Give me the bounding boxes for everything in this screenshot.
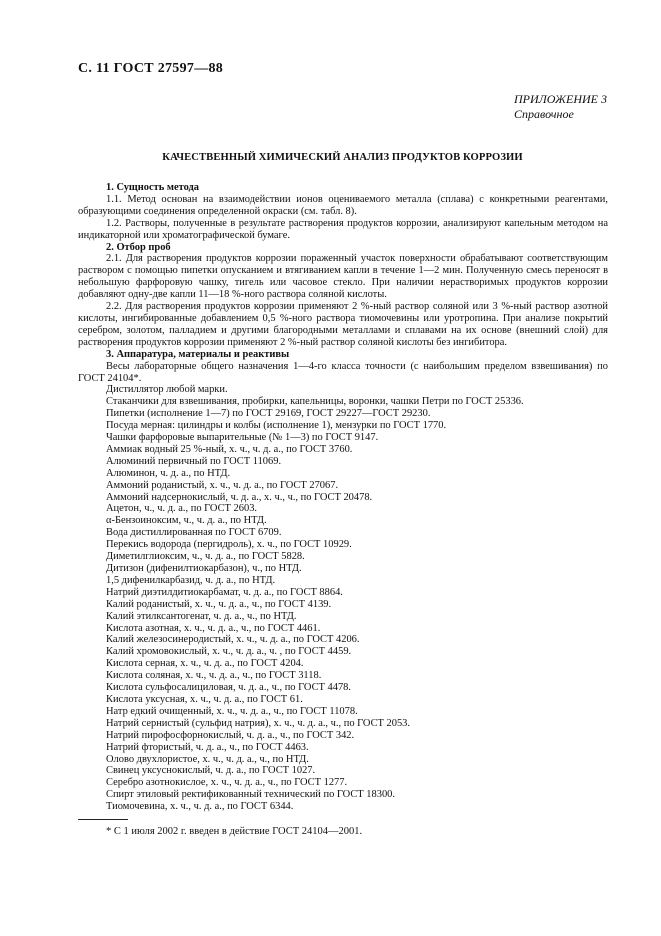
document-body [78,182,608,813]
materials-list-item: Ацетон, ч., ч. д. а., по ГОСТ 2603. [106,503,258,515]
materials-list-item: Тиомочевина, х. ч., ч. д. а., по ГОСТ 6344. [106,801,294,813]
appendix-label [514,92,607,122]
materials-list-item: Спирт этиловый ректификованный технический по ГОСТ 18300. [106,789,395,801]
materials-list-item: Аммиак водный 25 %-ный, х. ч., ч. д. а., по ГОСТ 3760. [106,443,353,455]
materials-list-item: Калий роданистый, х. ч., ч. д. а., ч., по ГОСТ 4139. [106,598,332,610]
materials-list-item: Кислота сульфосалициловая, ч. д. а., ч., по ГОСТ 4478. [106,682,352,694]
paragraph-3-scales: Весы лабораторные общего назначения 1—4-го класса точности (с наибольшим пределом взвешивания) по ГОСТ 24104*. [78,360,608,384]
materials-list-item: Кислота азотная, х. ч., ч. д. а., ч., по ГОСТ 4461. [106,622,321,634]
materials-list-item: 1,5 дифенилкарбазид, ч. д. а., по НТД. [106,574,276,586]
section-3-heading: 3. Аппаратура, материалы и реактивы [106,348,290,360]
materials-list-item: Алюминон, ч. д. а., по НТД. [106,467,231,479]
materials-list-item: Вода дистиллированная по ГОСТ 6709. [106,527,282,539]
materials-list-item: Олово двухлористое, х. ч., ч. д. а., ч., по НТД. [106,753,309,765]
materials-list-item: Дитизон (дифенилтиокарбазон), ч., по НТД. [106,563,302,574]
footnote-divider [78,819,128,820]
materials-list-item: Натрий диэтилдитиокарбамат, ч. д. а., по ГОСТ 8864. [106,586,343,598]
materials-list-item: Калий этилксантогенат, ч. д. а., ч., по НТД. [106,610,297,622]
materials-list-item: Кислота уксусная, х. ч., ч. д. а., по ГОСТ 61. [106,693,303,705]
materials-list-item: Кислота соляная, х. ч., ч. д. а., ч., по ГОСТ 3118. [106,670,322,682]
document-title: КАЧЕСТВЕННЫЙ ХИМИЧЕСКИЙ АНАЛИЗ ПРОДУКТОВ КОРРОЗИИ [162,152,523,163]
appendix-title: ПРИЛОЖЕНИЕ 3 [514,92,607,106]
paragraph-1-2: 1.2. Растворы, полученные в результате растворения продуктов коррозии, анализируют капельным методом на индикаторной или хроматографической бумаге. [78,217,608,241]
materials-list-item: Аммоний роданистый, х. ч., ч. д. а., по ГОСТ 27067. [106,479,339,491]
materials-list-item: Алюминий первичный по ГОСТ 11069. [106,455,282,467]
materials-list-item: Перекись водорода (пергидроль), х. ч., по ГОСТ 10929. [106,539,352,551]
materials-list-item: α-Бензоиноксим, ч., ч. д. а., по НТД. [106,515,267,527]
materials-list-item: Серебро азотнокислое, х. ч., ч. д. а., ч., по ГОСТ 1277. [106,777,348,789]
materials-list-item: Калий хромовокислый, х. ч., ч. д. а., ч. , по ГОСТ 4459. [106,646,352,658]
materials-list-item: Свинец уксуснокислый, ч. д. а., по ГОСТ 1027. [106,765,316,777]
paragraph-2-2: 2.2. Для растворения продуктов коррозии применяют 2 %-ный раствор соляной или 3 %-ный раствор азотной кислоты, ингибированные добавлением 0,5 %-ного раствора тиомочевины или уротропина. При анализе покрытий серебром, золотом, палладием и другими благородными металлами и сплавами на их основе (внешний слой) для растворения продуктов коррозии применяют 2 %-ный раствор соляной кислоты без ингибитора. [78,301,608,348]
footnote: * С 1 июля 2002 г. введен в действие ГОСТ 24104—2001. [106,826,363,837]
materials-list-item: Аммоний надсернокислый, ч. д. а., х. ч., ч., по ГОСТ 20478. [106,491,373,503]
appendix-subtitle: Справочное [514,107,574,121]
paragraph-2-1: 2.1. Для растворения продуктов коррозии пораженный участок поверхности обрабатывают соответствующим раствором с помощью пипетки опусканием и втягиванием капли в течение 1—2 мин. Полученную смесь переносят в небольшую фарфоровую чашку, тигель или часовое стекло. При наличии нерастворимых продуктов коррозии добавляют одну-две капли 11—18 %-ного раствора соляной кислоты. [78,253,608,301]
materials-list-item: Пипетки (исполнение 1—7) по ГОСТ 29169, ГОСТ 29227—ГОСТ 29230. [106,408,431,420]
section-2-heading: 2. Отбор проб [106,241,171,253]
materials-list-item: Посуда мерная: цилиндры и колбы (исполнение 1), мензурки по ГОСТ 1770. [106,420,447,432]
materials-list-item: Чашки фарфоровые выпарительные (№ 1—3) по ГОСТ 9147. [106,432,379,444]
section-1-heading: 1. Сущность метода [106,182,200,193]
materials-list-item: Натрий сернистый (сульфид натрия), х. ч., ч. д. а., ч., по ГОСТ 2053. [106,717,411,729]
materials-list-item: Дистиллятор любой марки. [106,384,228,396]
materials-list-item: Натрий фтористый, ч. д. а., ч., по ГОСТ 4463. [106,741,309,753]
materials-list-item: Диметилглиоксим, ч., ч. д. а., по ГОСТ 5828. [106,551,305,563]
materials-list-item: Калий железосинеродистый, х. ч., ч. д. а., по ГОСТ 4206. [106,634,360,646]
page-header: С. 11 ГОСТ 27597—88 [78,61,224,76]
materials-list-item: Кислота серная, х. ч., ч. д. а., по ГОСТ 4204. [106,658,304,670]
materials-list-item: Натрий пирофосфорнокислый, ч. д. а., ч., по ГОСТ 342. [106,729,355,741]
paragraph-1-1: 1.1. Метод основан на взаимодействии ионов оцениваемого металла (сплава) с конкретными реагентами, образующими соединения определенной окраски (см. табл. 8). [78,193,608,217]
materials-list-item: Натр едкий очищенный, х. ч., ч. д. а., ч., по ГОСТ 11078. [106,705,358,717]
materials-list-item: Стаканчики для взвешивания, пробирки, капельницы, воронки, чашки Петри по ГОСТ 25336. [106,396,524,408]
materials-list [78,384,608,813]
